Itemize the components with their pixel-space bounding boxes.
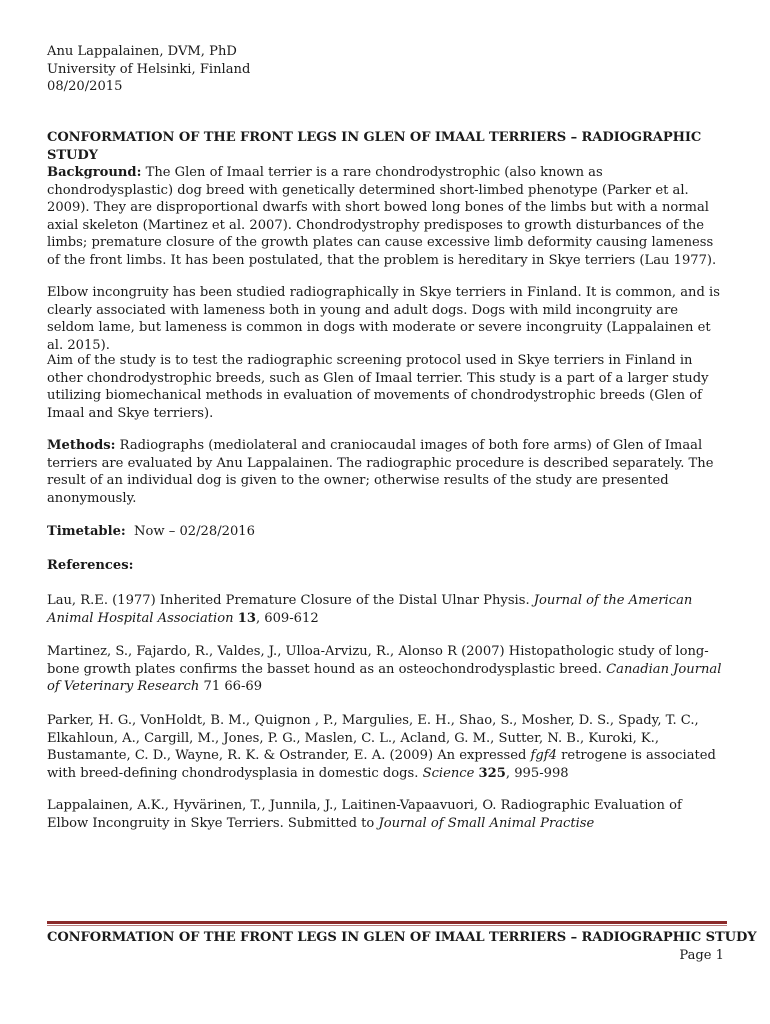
reference-parker-volume: 325 <box>478 765 506 781</box>
timetable-heading: Timetable: <box>47 524 126 539</box>
background-paragraph <box>47 164 727 270</box>
footer-divider-thin <box>47 925 727 926</box>
footer-divider <box>47 921 727 925</box>
document-title: CONFORMATION OF THE FRONT LEGS IN GLEN OF IMAAL TERRIERS – RADIOGRAPHIC STUDY <box>47 130 702 163</box>
author-affiliation: University of Helsinki, Finland <box>47 61 251 77</box>
reference-parker-gene: fgf4 <box>530 748 557 764</box>
incongruity-paragraph: Elbow incongruity has been studied radiographically in Skye terriers in Finland. It is common, and is clearly associated with lameness both in young and adult dogs. Dogs with mild incongruity are seldom lame, but lameness is common in dogs with moderate or severe incongruity (Lappalainen et al. 2015). <box>47 285 720 353</box>
references-heading: References: <box>47 558 134 573</box>
footer-title: CONFORMATION OF THE FRONT LEGS IN GLEN OF IMAAL TERRIERS – RADIOGRAPHIC STUDY <box>47 930 757 945</box>
footer-divider-thick <box>47 921 727 924</box>
reference-lappalainen <box>47 797 727 832</box>
reference-martinez-journal: Canadian Journal of Veterinary Research <box>47 661 722 695</box>
author-name: Anu Lappalainen, DVM, PhD <box>47 44 237 59</box>
methods-paragraph <box>47 437 727 507</box>
page-number: Page 1 <box>679 948 724 963</box>
reference-lau-pages: , 609-612 <box>255 610 319 626</box>
reference-martinez-pages: 71 66-69 <box>199 679 263 695</box>
reference-lau-volume: 13 <box>237 610 256 626</box>
author-block <box>47 43 250 96</box>
reference-lau-journal: Journal of the American Animal Hospital Association <box>47 593 693 626</box>
reference-lau <box>47 592 727 627</box>
background-heading: Background: <box>47 165 142 180</box>
methods-heading: Methods: <box>47 438 116 453</box>
reference-parker <box>47 712 727 782</box>
background-text: The Glen of Imaal terrier is a rare chondrodystrophic (also known as chondrodysplastic) dog breed with genetically determined short-limbed phenotype (Parker et al. 2009). They are disproportional dwarfs with short bowed long bones of the limbs but with a normal axial skeleton (Martinez et al. 2007). Chondrodystrophy predisposes to growth disturbances of the limbs; premature closure of the growth plates can cause excessive limb deformity causing lameness of the front limbs. It has been postulated, that the problem is hereditary in Skye terriers (Lau 1977). <box>47 165 717 268</box>
reference-martinez <box>47 643 727 696</box>
timetable-paragraph <box>47 523 727 541</box>
reference-lappalainen-journal: Journal of Small Animal Practise <box>378 815 595 831</box>
reference-parker-journal: Science <box>422 765 475 781</box>
reference-lau-text: Lau, R.E. (1977) Inherited Premature Closure of the Distal Ulnar Physis. <box>47 593 534 608</box>
timetable-text: Now – 02/28/2016 <box>125 524 255 539</box>
methods-text: Radiographs (mediolateral and craniocaudal images of both fore arms) of Glen of Imaal terriers are evaluated by Anu Lappalainen. The radiographic procedure is described separately. The result of an individual dog is given to the owner; otherwise results of the study are presented anonymously. <box>47 438 714 506</box>
reference-parker-text: Parker, H. G., VonHoldt, B. M., Quignon , P., Margulies, E. H., Shao, S., Mosher, D. S., Spady, T. C., Elkahloun, A., Cargill, M., Jones, P. G., Maslen, C. L., Acland, G. M., Sutter, N. B., Kuroki, K., Bustamante, C. D., Wayne, R. K. & Ostrander, E. A. (2009) An expressed <box>47 713 699 764</box>
reference-parker-pages: , 995-998 <box>505 765 569 781</box>
reference-martinez-text: Martinez, S., Fajardo, R., Valdes, J., Ulloa-Arvizu, R., Alonso R (2007) Histopathologic study of long-bone growth plates confirms the basset hound as an osteochondrodysplastic breed. <box>47 644 709 677</box>
reference-lappalainen-text: Lappalainen, A.K., Hyvärinen, T., Junnila, J., Laitinen-Vapaavuori, O. Radiographic Evaluation of Elbow Incongruity in Skye Terriers. Submitted to <box>47 798 682 831</box>
reference-parker-text2: retrogene is associated with breed-defining chondrodysplasia in domestic dogs. <box>47 748 716 781</box>
aim-paragraph: Aim of the study is to test the radiographic screening protocol used in Skye terriers in Finland in other chondrodystrophic breeds, such as Glen of Imaal terrier. This study is a part of a larger study utilizing biomechanical methods in evaluation of movements of chondrodystrophic breeds (Glen of Imaal and Skye terriers). <box>47 353 709 421</box>
author-date: 08/20/2015 <box>47 79 123 95</box>
